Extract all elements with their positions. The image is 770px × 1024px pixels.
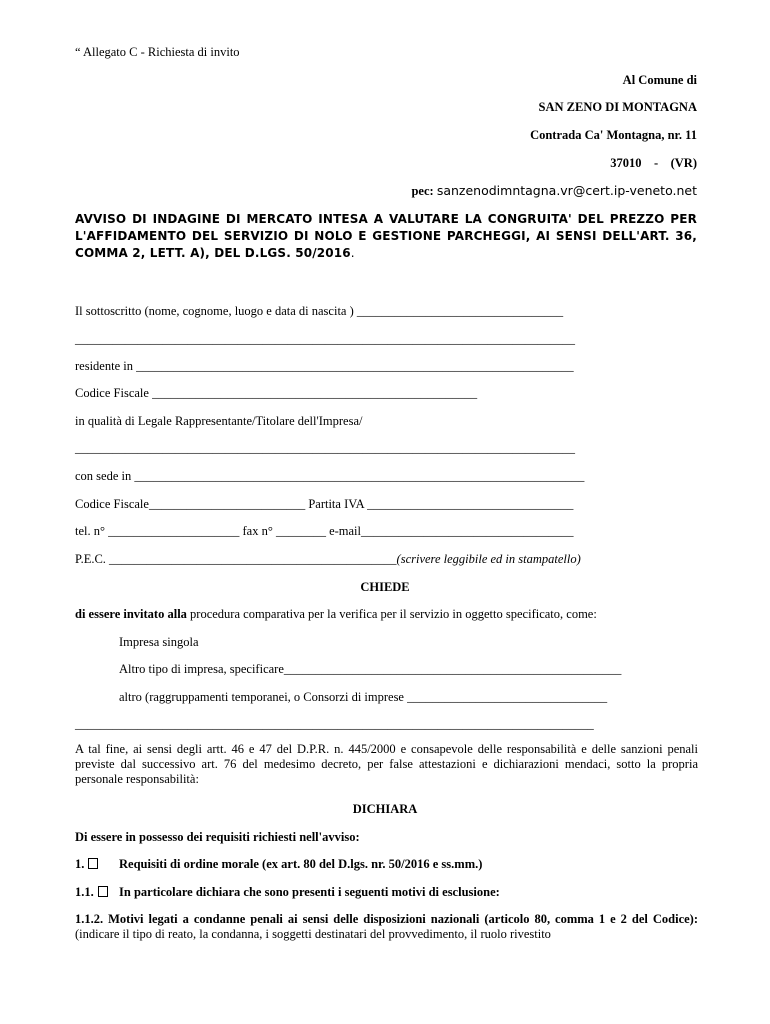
- item-1-1-number: 1.1.: [75, 885, 94, 899]
- notice-title-text: AVVISO DI INDAGINE DI MERCATO INTESA A VALUTARE LA CONGRUITA' DEL PREZZO PER L'AFFIDAMENTO DEL SERVIZIO DI NOLO E GESTIONE PARCHEGGI, AI SENSI DELL'ART. 36, COMMA 2, LETT. A), DEL D.LGS. 50/2016: [75, 212, 697, 260]
- declaration-item-1: [75, 856, 483, 872]
- form-line-blank-1: ________________________________________________________________________________: [75, 332, 575, 346]
- form-line-vat: Codice Fiscale_________________________ Partita IVA _________________________________: [75, 497, 574, 511]
- declaration-item-1-1: [75, 884, 500, 900]
- item-1-1-text: In particolare dichiara che sono presenti i seguenti motivi di esclusione:: [119, 885, 500, 899]
- declaration-heading: DICHIARA: [352, 802, 418, 816]
- option-other-company-type: Altro tipo di impresa, specificare______________________________________________________: [119, 662, 622, 676]
- recipient-pec: [411, 183, 697, 199]
- option-other-grouping: altro (raggruppamenti temporanei, o Consorzi di imprese ________________________________: [119, 690, 608, 704]
- declaration-intro: Di essere in possesso dei requisiti richiesti nell'avviso:: [75, 830, 360, 844]
- request-separator: ___________________________________________________________________________________: [75, 717, 594, 731]
- pec-address: sanzenodimntagna.vr@cert.ip-veneto.net: [436, 183, 697, 198]
- statement-paragraph: A tal fine, ai sensi degli artt. 46 e 47 del D.P.R. n. 445/2000 e consapevole delle responsabilità e delle sanzioni penali previste dal successivo art. 76 del medesimo decreto, per false attestazioni e dichiarazioni mendaci, sotto la propria personale responsabilità:: [75, 742, 698, 786]
- request-intro-bold: di essere invitato alla: [75, 607, 187, 621]
- recipient-address: Contrada Ca' Montagna, nr. 11: [530, 128, 697, 142]
- form-line-signer: Il sottoscritto (nome, cognome, luogo e data di nascita ) _________________________________: [75, 304, 564, 318]
- checkbox-icon: [98, 886, 108, 897]
- notice-title: [75, 211, 697, 262]
- request-heading: CHIEDE: [360, 580, 410, 594]
- recipient-line-2: SAN ZENO DI MONTAGNA: [538, 100, 697, 114]
- form-line-headquarters: con sede in ________________________________________________________________________: [75, 469, 585, 483]
- form-pec-note: (scrivere leggibile ed in stampatello): [396, 552, 581, 566]
- form-line-tax-code: Codice Fiscale ____________________________________________________: [75, 386, 478, 400]
- declaration-item-1-1-2: [75, 912, 698, 942]
- checkbox-icon: [88, 858, 98, 869]
- form-pec-field: P.E.C. ______________________________________________: [75, 552, 397, 566]
- form-line-role: in qualità di Legale Rappresentante/Titolare dell'Impresa/: [75, 414, 363, 428]
- request-intro: [75, 606, 597, 622]
- form-line-contacts: tel. n° _____________________ fax n° ________ e-mail__________________________________: [75, 524, 574, 538]
- notice-title-period: .: [350, 246, 355, 260]
- request-intro-rest: procedura comparativa per la verifica per il servizio in oggetto specificato, come:: [186, 607, 597, 621]
- option-single-company: Impresa singola: [119, 635, 199, 649]
- form-line-pec: [75, 551, 581, 567]
- item-1-number: 1.: [75, 857, 85, 871]
- item-1-1-2-bold: 1.1.2. Motivi legati a condanne penali ai sensi delle disposizioni nazionali (articolo 80, comma 1 e 2 del Codice):: [75, 912, 698, 926]
- item-1-text: Requisiti di ordine morale (ex art. 80 del D.lgs. nr. 50/2016 e ss.mm.): [119, 857, 483, 871]
- recipient-line-1: Al Comune di: [622, 73, 697, 87]
- pec-label: pec:: [411, 184, 434, 198]
- attachment-label: “ Allegato C - Richiesta di invito: [75, 45, 240, 59]
- recipient-postal: 37010 - (VR): [610, 156, 697, 170]
- form-line-blank-2: ________________________________________________________________________________: [75, 441, 575, 455]
- form-line-residence: residente in ______________________________________________________________________: [75, 359, 574, 373]
- item-1-1-2-rest: (indicare il tipo di reato, la condanna, i soggetti destinatari del provvedimento, il ruolo rivestito: [75, 927, 551, 941]
